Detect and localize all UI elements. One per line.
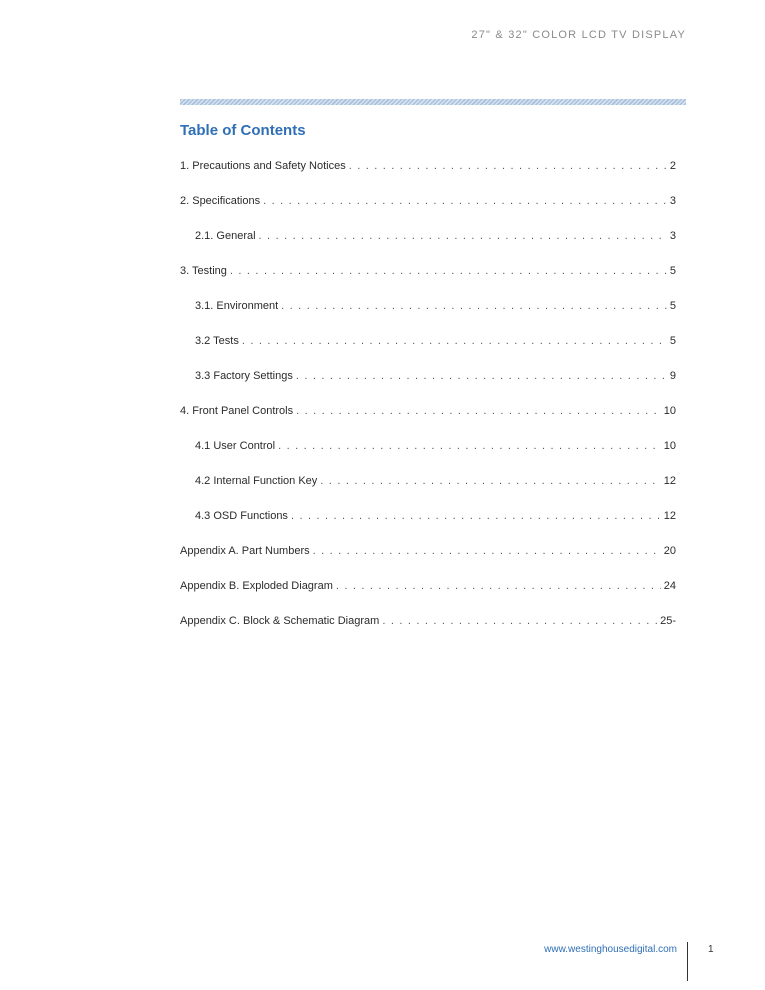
toc-entry-title: 3. Testing [180,265,227,277]
toc-entry-page: 12 [663,475,676,487]
toc-entry[interactable] [180,615,676,650]
toc-entry-page: 3 [669,230,676,242]
toc-entry-page: 9 [669,370,676,382]
toc-entry-page: 25- [660,615,676,627]
section-divider [180,99,686,105]
toc-entry-title: Appendix C. Block & Schematic Diagram [180,615,380,627]
toc-entry[interactable] [180,405,676,440]
dot-leader [281,300,667,312]
dot-leader [296,370,667,382]
page-number: 1 [708,944,714,955]
toc-entry-title: 2.1. General [195,230,256,242]
toc-entry-title: 3.3 Factory Settings [195,370,293,382]
toc-entry-title: 4.2 Internal Function Key [195,475,318,487]
toc-entry[interactable] [180,300,676,335]
dot-leader [336,580,661,592]
toc-entry-page: 24 [663,580,676,592]
toc-entry-title: 2. Specifications [180,195,261,207]
toc-entry-title: 4.3 OSD Functions [195,510,288,522]
table-of-contents [180,160,676,650]
dot-leader [230,265,667,277]
toc-entry-page: 2 [669,160,676,172]
toc-entry[interactable] [180,230,676,265]
dot-leader [278,440,661,452]
document-header-title: 27" & 32" COLOR LCD TV DISPLAY [471,29,686,41]
dot-leader [296,405,661,417]
toc-entry[interactable] [180,335,676,370]
toc-entry-title: Appendix B. Exploded Diagram [180,580,333,592]
dot-leader [313,545,661,557]
toc-entry-title: 4.1 User Control [195,440,276,452]
toc-entry[interactable] [180,545,676,580]
toc-entry[interactable] [180,265,676,300]
toc-entry-page: 12 [663,510,676,522]
toc-entry[interactable] [180,475,676,510]
toc-entry-title: 3.2 Tests [195,335,239,347]
toc-entry[interactable] [180,195,676,230]
dot-leader [320,475,660,487]
dot-leader [259,230,667,242]
toc-entry-page: 20 [663,545,676,557]
dot-leader [291,510,661,522]
toc-entry[interactable] [180,580,676,615]
toc-entry-page: 5 [669,265,676,277]
toc-entry-title: Appendix A. Part Numbers [180,545,310,557]
dot-leader [263,195,667,207]
toc-entry-page: 10 [663,405,676,417]
toc-heading: Table of Contents [180,122,306,139]
toc-entry-title: 4. Front Panel Controls [180,405,294,417]
footer-divider [687,942,688,981]
toc-entry-page: 5 [669,300,676,312]
toc-entry-title: 1. Precautions and Safety Notices [180,160,346,172]
dot-leader [349,160,667,172]
toc-entry[interactable] [180,510,676,545]
dot-leader [382,615,657,627]
toc-entry-page: 10 [663,440,676,452]
toc-entry-page: 5 [669,335,676,347]
toc-entry-title: 3.1. Environment [195,300,279,312]
toc-entry[interactable] [180,160,676,195]
footer-website-link[interactable]: www.westinghousedigital.com [544,944,677,955]
toc-entry[interactable] [180,370,676,405]
toc-entry-page: 3 [669,195,676,207]
toc-entry[interactable] [180,440,676,475]
dot-leader [242,335,667,347]
